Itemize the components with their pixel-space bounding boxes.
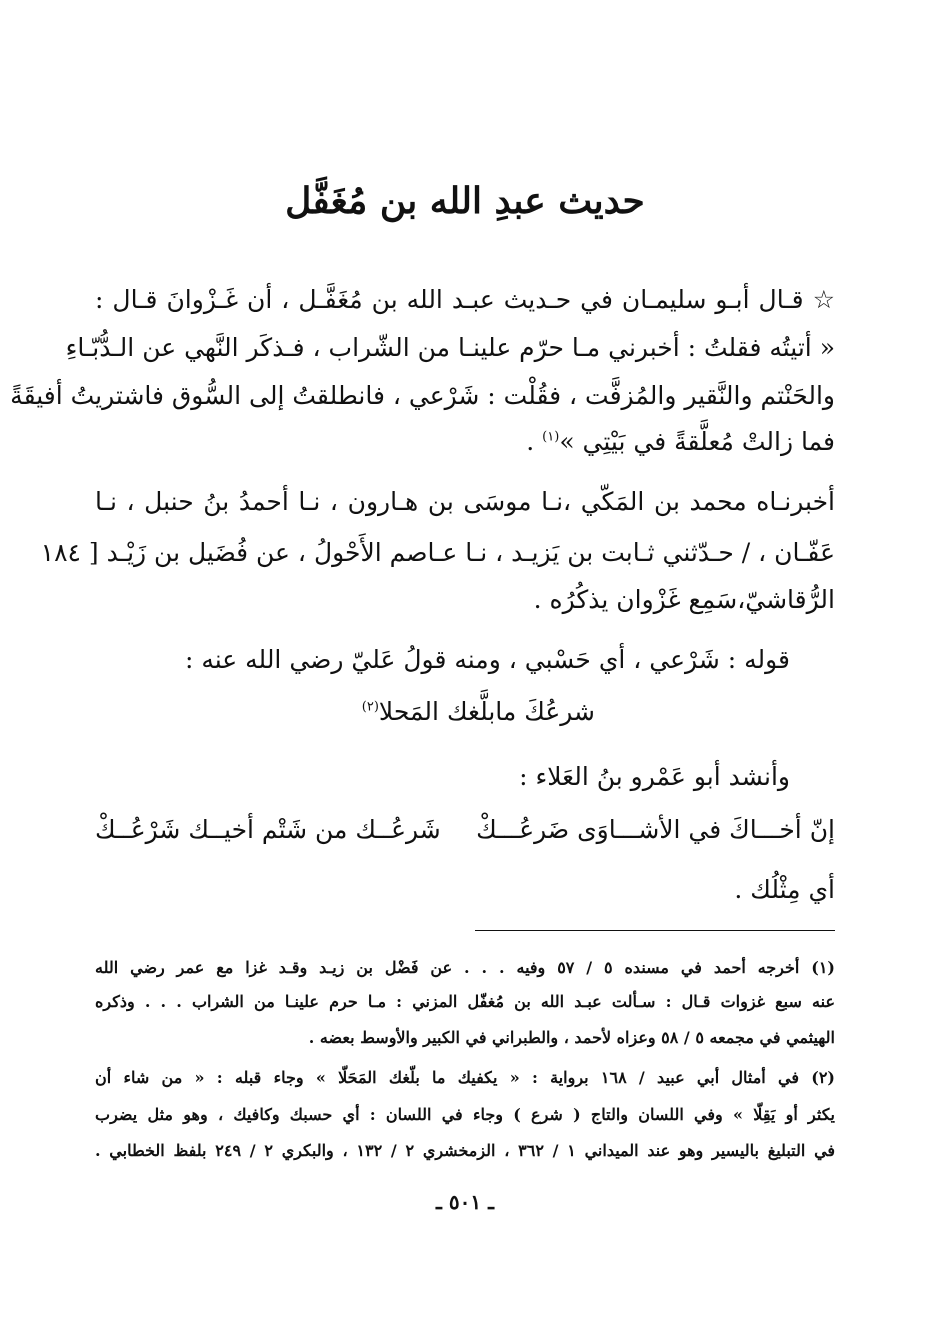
p1-line4-end: . [526,427,543,456]
footnote-ref-2: (٢) [361,699,379,715]
footnote-1-line3: الهيثمي في مجمعه ٥ / ٥٨ وعزاه لأحمد ، والطبراني في الكبير والأوسط بعضه . [308,1028,835,1047]
chapter-title: حديث عبدِ الله بن مُغَفَّل [285,180,645,222]
footnote-2-line3: في التبليغ باليسير وهو عند الميداني ١ / ٣٦٢ ، الزمخشري ٢ / ١٣٢ ، والبكري ٢ / ٢٤٩ بلفظ الخطابي . [95,1141,836,1160]
p2-line1: أخبرنـاه محمد بن المَكّي ،نـا موسَى بن هـارون ، نـا أحمدُ بنُ حنبل ، نـا [95,487,835,516]
p4-line2: أي مِثْلُك . [734,875,835,904]
p4-verse [95,815,835,844]
page-number: ـ ٥٠١ ـ [436,1190,494,1214]
footnote-ref-1: (١) [542,429,560,445]
footnote-rule [475,930,835,931]
p1-line1: ☆ قـال أبـو سليمـان في حـديث عبـد الله بن مُغَفَّـل ، أن غَـزْوانَ قـال : [95,285,835,314]
p1-line2: « أتيتُه فقلتُ : أخبرني مـا حرّم علينـا من الشّراب ، فـذكَر النَّهي عن الـدُّبّـاءِ [65,333,835,362]
p3-verse-text: شرعُكَ مابلَّغك المَحلا [378,697,595,726]
footnote-1-line1: (١) أخرجه أحمد في مسنده ٥ / ٥٧ وفيه . . . عن فَضْل بن زيـد وقـد غزا مع عمر رضي الله [95,958,835,977]
p1-line3: والحَنْتم والنَّقير والمُزفَّت ، فقُلْت : شَرْعي ، فانطلقتُ إلى السُّوق فاشتريتُ أفيقَةً [10,381,835,410]
p1-line4-text: فما زالتْ مُعلَّقةً في بَيْتِي » [559,427,835,456]
p4-line1: وأنشد أبو عَمْرو بنُ العَلاء : [519,762,790,791]
p2-line2: عَفّـان ، / حـدّثني ثـابت بن يَزيـد ، نـا عـاصم الأَحْولُ ، عن فُضَيل بن زَيْـد [ ١٨٤ [40,538,835,567]
p2-line3: الرُّقاشيّ،سَمِع غَزْوان يذكُرُه . [533,585,835,614]
verse-hemistich-left: شَرعُــك من شَتْم أخيــك شَرْعُــكْ [95,815,441,844]
footnote-2-line1: (٢) في أمثال أبي عبيد / ١٦٨ برواية : « يكفيك ما بلّغك المَحَلّا » وجاء قبله : « من شاء أن [95,1068,835,1087]
footnote-2-line2: يكثر أو يَقِلّا » وفي اللسان والتاج ( شرع ) وجاء في اللسان : أي حسبك وكافيك ، وهو مثل يضرب [95,1105,835,1124]
verse-hemistich-right: إنّ أخـــاكَ في الأشـــاوَى ضَرعُـــكْ [476,815,835,844]
p3-verse [95,697,595,726]
footnote-1-line2: عنه سبع غزوات قـال : سـألت عبـد الله بن مُغفّل المزني : مـا حرم علينـا من الشراب . . . وذكره [95,992,835,1011]
p3-line1: قوله : شَرْعي ، أي حَسْبي ، ومنه قولُ عَليّ رضي الله عنه : [184,645,790,674]
p1-line4 [95,427,835,456]
